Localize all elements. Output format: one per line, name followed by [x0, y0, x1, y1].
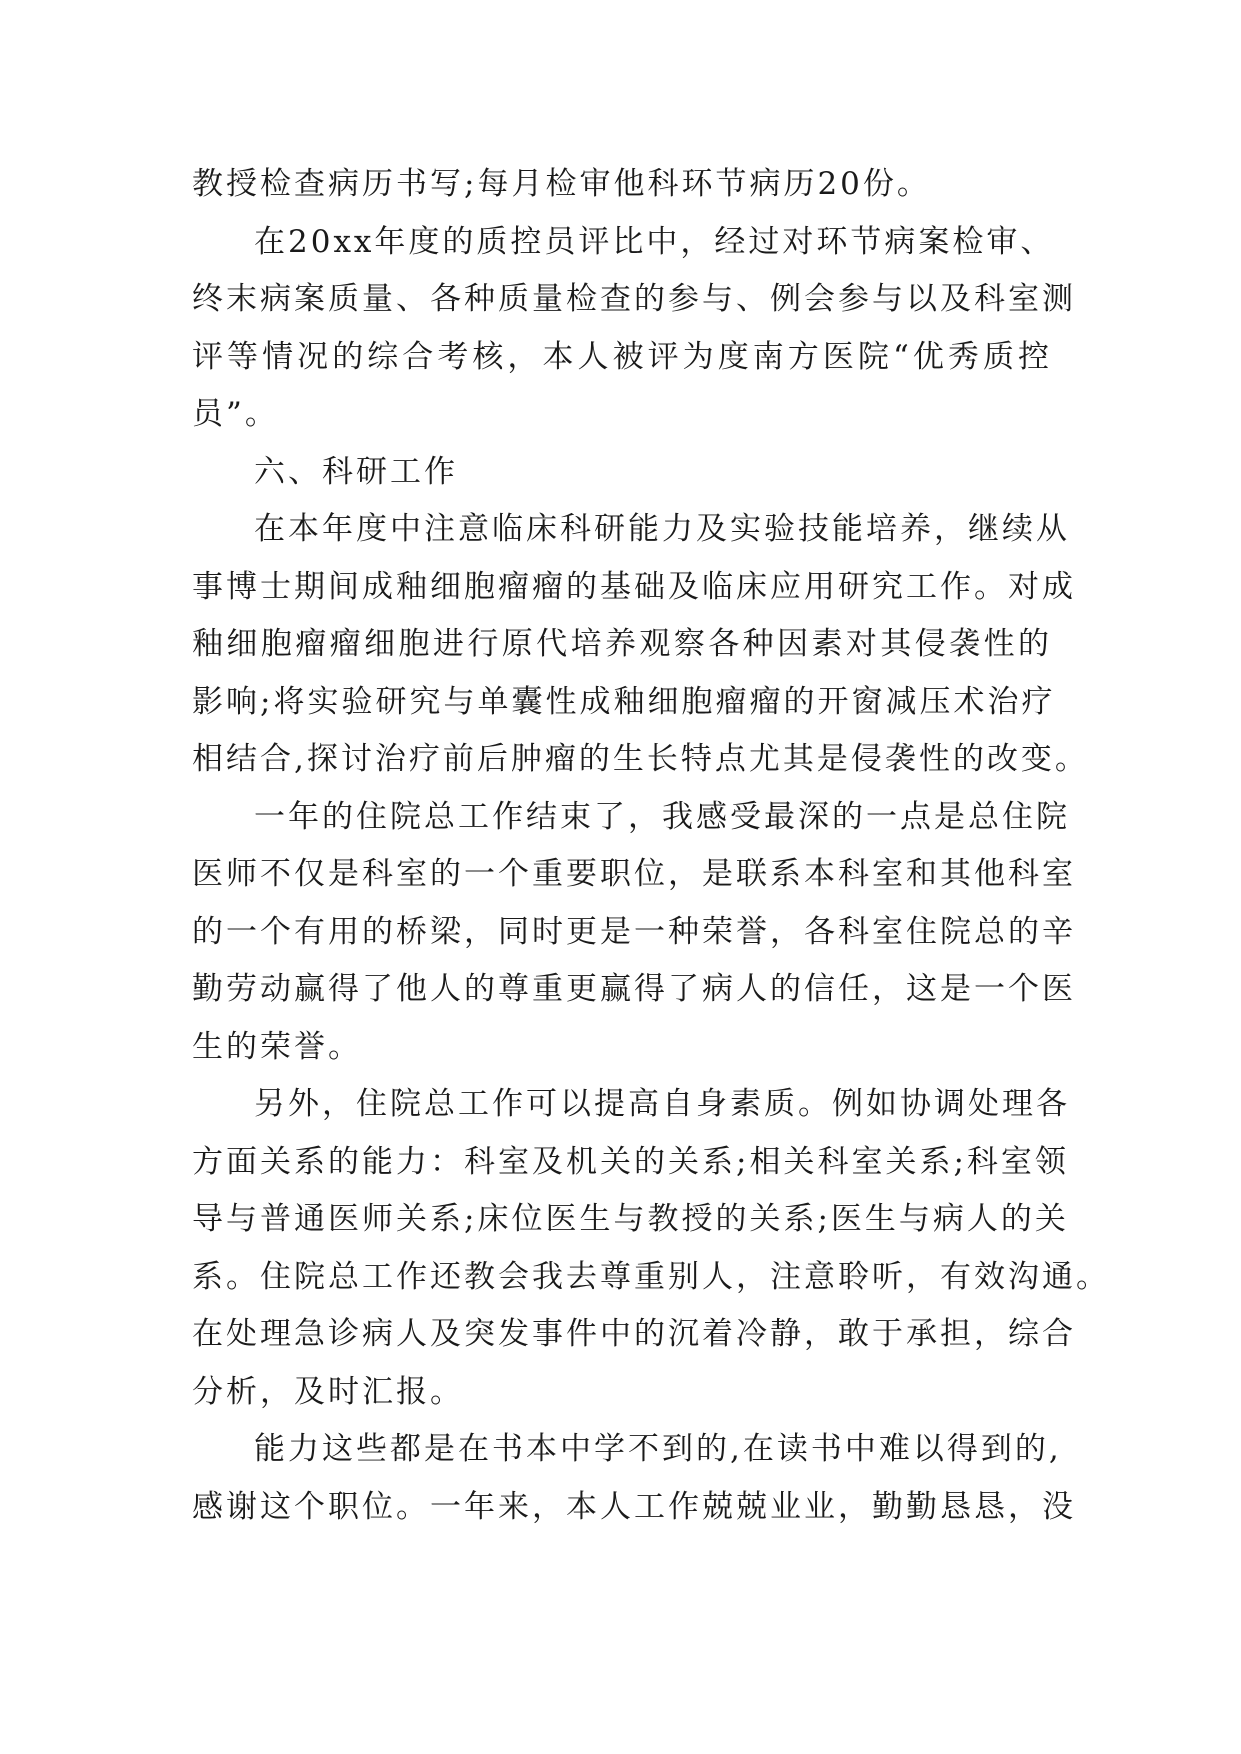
text-line: 感谢这个职位。一年来，本人工作兢兢业业，勤勤恳恳，没	[192, 1488, 1076, 1525]
body-text	[192, 156, 1110, 1536]
text-line: 另外，住院总工作可以提高自身素质。例如协调处理各	[254, 1086, 1070, 1122]
text-line: 系。住院总工作还教会我去尊重别人，注意聆听，有效沟通。	[192, 1258, 1110, 1295]
text-line: 医师不仅是科室的一个重要职位，是联系本科室和其他科室	[192, 856, 1076, 892]
text-line: 能力这些都是在书本中学不到的,在读书中难以得到的,	[254, 1431, 1062, 1467]
text-line: 员”。	[192, 396, 279, 432]
text-line: 在20xx年度的质控员评比中，经过对环节病案检审、	[254, 223, 1055, 260]
text-line: 评等情况的综合考核，本人被评为度南方医院“优秀质控	[192, 338, 1052, 375]
text-line: 的一个有用的桥梁，同时更是一种荣誉，各科室住院总的辛	[192, 913, 1076, 950]
section-heading: 六、科研工作	[254, 453, 458, 490]
text-line: 分析，及时汇报。	[192, 1373, 464, 1410]
text-line: 方面关系的能力：科室及机关的关系;相关科室关系;科室领	[192, 1143, 1069, 1180]
text-line: 事博士期间成釉细胞瘤瘤的基础及临床应用研究工作。对成	[192, 568, 1076, 605]
text-line: 终末病案质量、各种质量检查的参与、例会参与以及科室测	[192, 281, 1076, 317]
text-line: 教授检查病历书写;每月检审他科环节病历20份。	[192, 166, 931, 202]
text-line: 导与普通医师关系;床位医生与教授的关系;医生与病人的关	[192, 1201, 1069, 1237]
text-line: 影响;将实验研究与单囊性成釉细胞瘤瘤的开窗减压术治疗	[192, 683, 1056, 720]
text-line: 勤劳动赢得了他人的尊重更赢得了病人的信任，这是一个医	[192, 971, 1076, 1007]
text-line: 一年的住院总工作结束了，我感受最深的一点是总住院	[254, 798, 1070, 835]
text-line: 相结合,探讨治疗前后肿瘤的生长特点尤其是侵袭性的改变。	[192, 741, 1089, 777]
text-line: 在本年度中注意临床科研能力及实验技能培养，继续从	[254, 511, 1070, 547]
text-line: 在处理急诊病人及突发事件中的沉着冷静，敢于承担，综合	[192, 1316, 1076, 1352]
text-line: 生的荣誉。	[192, 1028, 362, 1065]
text-line: 釉细胞瘤瘤细胞进行原代培养观察各种因素对其侵袭性的	[192, 626, 1052, 662]
